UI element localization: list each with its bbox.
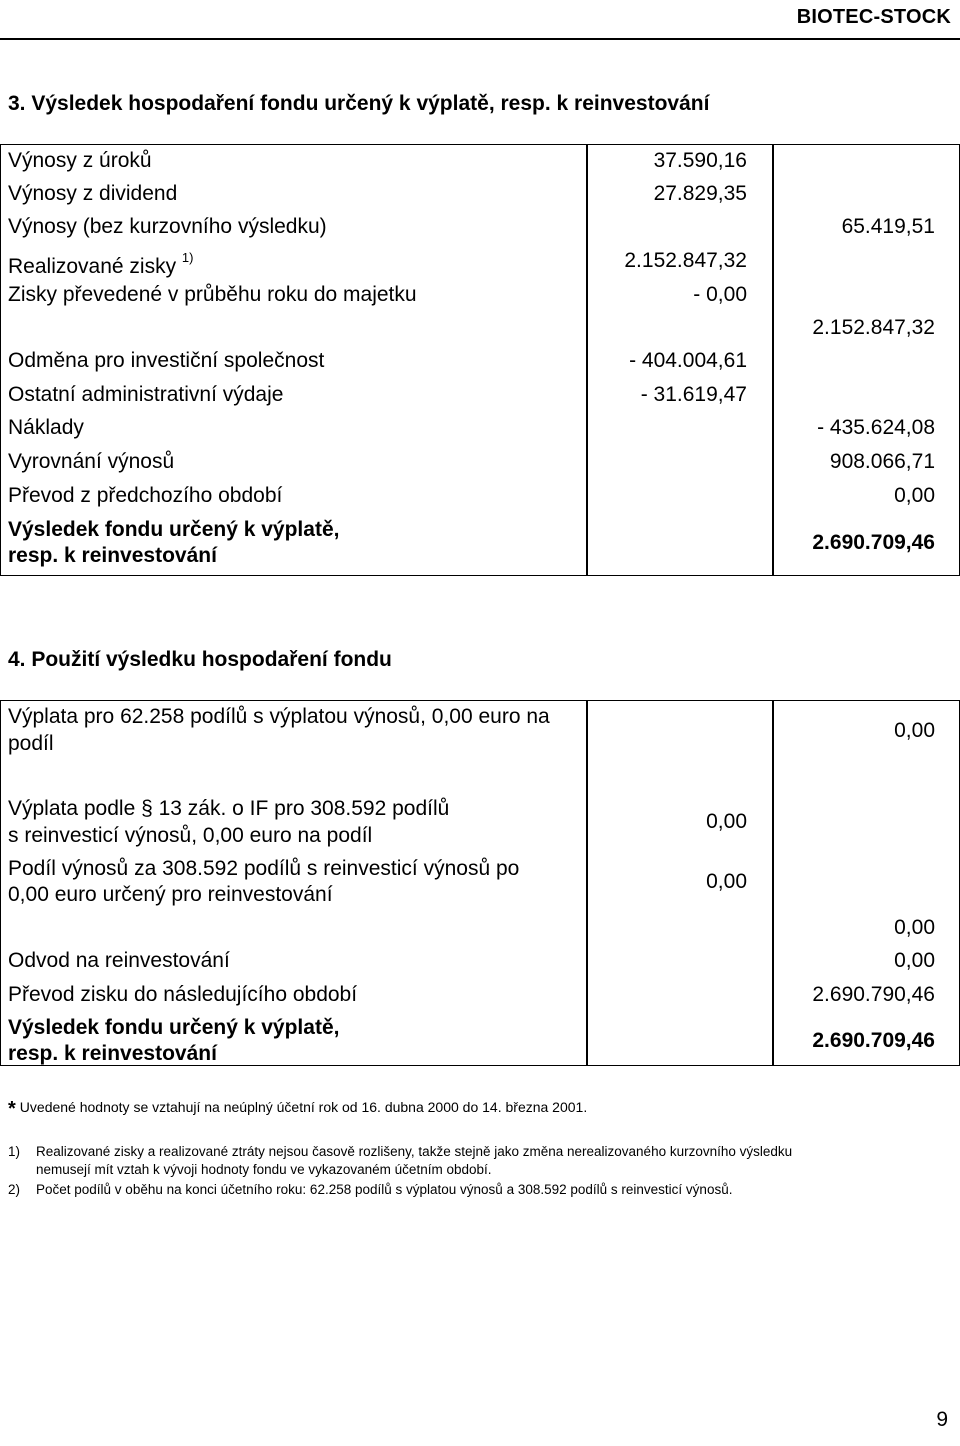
row-label: Odměna pro investiční společnost xyxy=(8,349,325,372)
section-3-title: 3. Výsledek hospodaření fondu určený k výplatě, resp. k reinvestování xyxy=(8,92,710,115)
row-label: Výnosy z dividend xyxy=(8,182,178,205)
share-label-line-1: Podíl výnosů za 308.592 podílů s reinvesticí výnosů po xyxy=(8,857,520,880)
section-4-title: 4. Použití výsledku hospodaření fondu xyxy=(8,648,392,671)
row-value: 37.590,16 xyxy=(653,149,747,172)
row-label: Ostatní administrativní výdaje xyxy=(8,383,284,406)
row-label: Převod z předchozího období xyxy=(8,484,283,507)
transfer-label: Převod zisku do následujícího období xyxy=(8,983,358,1006)
footnote-text: Realizované zisky a realizované ztráty nejsou časově rozlišeny, takže stejně jako změna nerealizovaného kurzovního výsledku xyxy=(36,1144,793,1159)
row-value: - 0,00 xyxy=(693,283,747,306)
row-label: Realizované zisky xyxy=(8,255,177,278)
table-divider-1 xyxy=(586,700,588,1066)
footnote-ref: 1) xyxy=(181,250,194,265)
reinvest-label-line-2: s reinvesticí výnosů, 0,00 euro na podíl xyxy=(8,824,373,847)
row-label-realized xyxy=(8,248,193,280)
result-value: 2.690.709,46 xyxy=(812,531,935,554)
row-label: Výnosy (bez kurzovního výsledku) xyxy=(8,215,327,238)
row-total: 65.419,51 xyxy=(841,215,935,238)
result-value: 2.690.709,46 xyxy=(812,1029,935,1052)
row-label: Vyrovnání výnosů xyxy=(8,450,175,473)
row-total: 908.066,71 xyxy=(829,450,935,473)
result-label-line-1: Výsledek fondu určený k výplatě, xyxy=(8,1016,340,1039)
company-name: BIOTEC-STOCK xyxy=(796,6,951,28)
reinvest-value: 0,00 xyxy=(706,810,747,833)
row-value: 27.829,35 xyxy=(653,182,747,205)
row-label: Výnosy z úroků xyxy=(8,149,152,172)
row-label: Náklady xyxy=(8,416,84,439)
asterisk-note xyxy=(8,1098,587,1118)
asterisk: * xyxy=(8,1098,16,1120)
payout-value: 0,00 xyxy=(894,719,935,742)
row-total: - 435.624,08 xyxy=(817,416,935,439)
odvod-label: Odvod na reinvestování xyxy=(8,949,230,972)
header-rule xyxy=(0,38,960,40)
row-label: Zisky převedené v průběhu roku do majetku xyxy=(8,283,417,306)
footnote-text: Počet podílů v oběhu na konci účetního roku: 62.258 podílů s výplatou výnosů a 308.592 podílů s reinvesticí výnosů. xyxy=(36,1182,733,1197)
asterisk-note-text: Uvedené hodnoty se vztahují na neúplný účetní rok od 16. dubna 2000 do 14. března 2001. xyxy=(19,1099,588,1115)
table-divider-2 xyxy=(772,144,774,576)
row-value: - 31.619,47 xyxy=(640,383,747,406)
odvod-value: 0,00 xyxy=(894,949,935,972)
table-divider-1 xyxy=(586,144,588,576)
row-value: - 404.004,61 xyxy=(629,349,747,372)
footnote-2 xyxy=(8,1181,732,1198)
result-label-line-1: Výsledek fondu určený k výplatě, xyxy=(8,518,340,541)
result-label-line-2: resp. k reinvestování xyxy=(8,544,217,567)
row-total: 0,00 xyxy=(894,484,935,507)
share-value: 0,00 xyxy=(706,870,747,893)
row-total: 2.152.847,32 xyxy=(812,316,935,339)
footnote-1 xyxy=(8,1143,792,1160)
payout-label-line-1: Výplata pro 62.258 podílů s výplatou výnosů, 0,00 euro na xyxy=(8,705,550,728)
result-label-line-2: resp. k reinvestování xyxy=(8,1042,217,1065)
table-divider-2 xyxy=(772,700,774,1066)
transfer-value: 2.690.790,46 xyxy=(812,983,935,1006)
reinvest-label-line-1: Výplata podle § 13 zák. o IF pro 308.592 podílů xyxy=(8,797,450,820)
page-number: 9 xyxy=(936,1408,948,1431)
subtotal-value: 0,00 xyxy=(894,916,935,939)
share-label-line-2: 0,00 euro určený pro reinvestování xyxy=(8,883,333,906)
footnote-1-continued: nemusejí mít vztah k vývoji hodnoty fondu ve vykazovaném účetním období. xyxy=(36,1162,492,1177)
footnote-number: 2) xyxy=(8,1182,21,1197)
page-header xyxy=(0,0,960,40)
footnote-number: 1) xyxy=(8,1144,21,1159)
row-value: 2.152.847,32 xyxy=(624,249,747,272)
payout-label-line-2: podíl xyxy=(8,732,54,755)
